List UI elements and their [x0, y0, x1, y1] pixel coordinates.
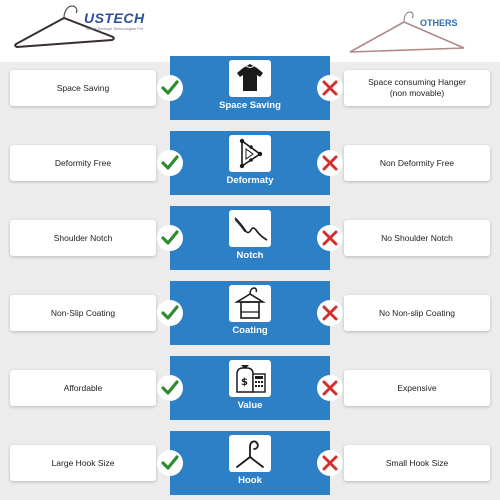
feature-label: Notch: [236, 250, 264, 261]
others-feature-box: Non Deformity Free: [344, 145, 490, 181]
check-icon: [157, 225, 183, 251]
cross-icon: [317, 75, 343, 101]
ustech-feature-box: Large Hook Size: [10, 445, 156, 481]
others-feature-box: No Non-slip Coating: [344, 295, 490, 331]
others-feature-line-1: Space consuming Hanger: [368, 77, 466, 88]
comparison-row-coating: [0, 281, 500, 349]
ustech-feature-box: Shoulder Notch: [10, 220, 156, 256]
others-hanger-icon: [346, 8, 470, 58]
others-heading: OTHERS: [420, 18, 458, 28]
feature-label: Deformaty: [226, 175, 274, 186]
brand-tagline: Smart Storage Technologies Pvt: [86, 26, 144, 31]
ustech-feature-box: Affordable: [10, 370, 156, 406]
brand-logo: USTECH: [84, 10, 145, 26]
header: [0, 0, 500, 62]
cross-icon: [317, 225, 343, 251]
others-feature-box: [344, 70, 490, 106]
feature-label: Coating: [232, 325, 268, 336]
others-feature-box: Expensive: [344, 370, 490, 406]
deformity-shape-icon: [229, 135, 271, 172]
comparison-row-deformity: [0, 131, 500, 199]
ustech-feature-box: Non-Slip Coating: [10, 295, 156, 331]
others-feature-line-2: (non movable): [389, 88, 445, 98]
cross-icon: [317, 375, 343, 401]
feature-label: Hook: [238, 475, 262, 486]
check-icon: [157, 450, 183, 476]
notch-curve-icon: [229, 210, 271, 247]
towel-hanger-icon: [229, 285, 271, 322]
ustech-feature-box: Space Saving: [10, 70, 156, 106]
comparison-row-notch: [0, 206, 500, 274]
feature-label: Space Saving: [219, 100, 281, 111]
check-icon: [157, 150, 183, 176]
feature-label: Value: [237, 400, 263, 411]
check-icon: [157, 300, 183, 326]
ustech-feature-box: Deformity Free: [10, 145, 156, 181]
cross-icon: [317, 150, 343, 176]
check-icon: [157, 375, 183, 401]
comparison-row-value: [0, 356, 500, 424]
hook-icon: [229, 435, 271, 472]
comparison-row-space-saving: [0, 56, 500, 124]
comparison-row-hook: [0, 431, 500, 499]
svg-text:$: $: [241, 377, 248, 388]
others-feature-box: Small Hook Size: [344, 445, 490, 481]
check-icon: [157, 75, 183, 101]
others-feature-box: No Shoulder Notch: [344, 220, 490, 256]
cross-icon: [317, 300, 343, 326]
t-shirt-icon: [229, 60, 271, 97]
money-calculator-icon: [229, 360, 271, 397]
cross-icon: [317, 450, 343, 476]
